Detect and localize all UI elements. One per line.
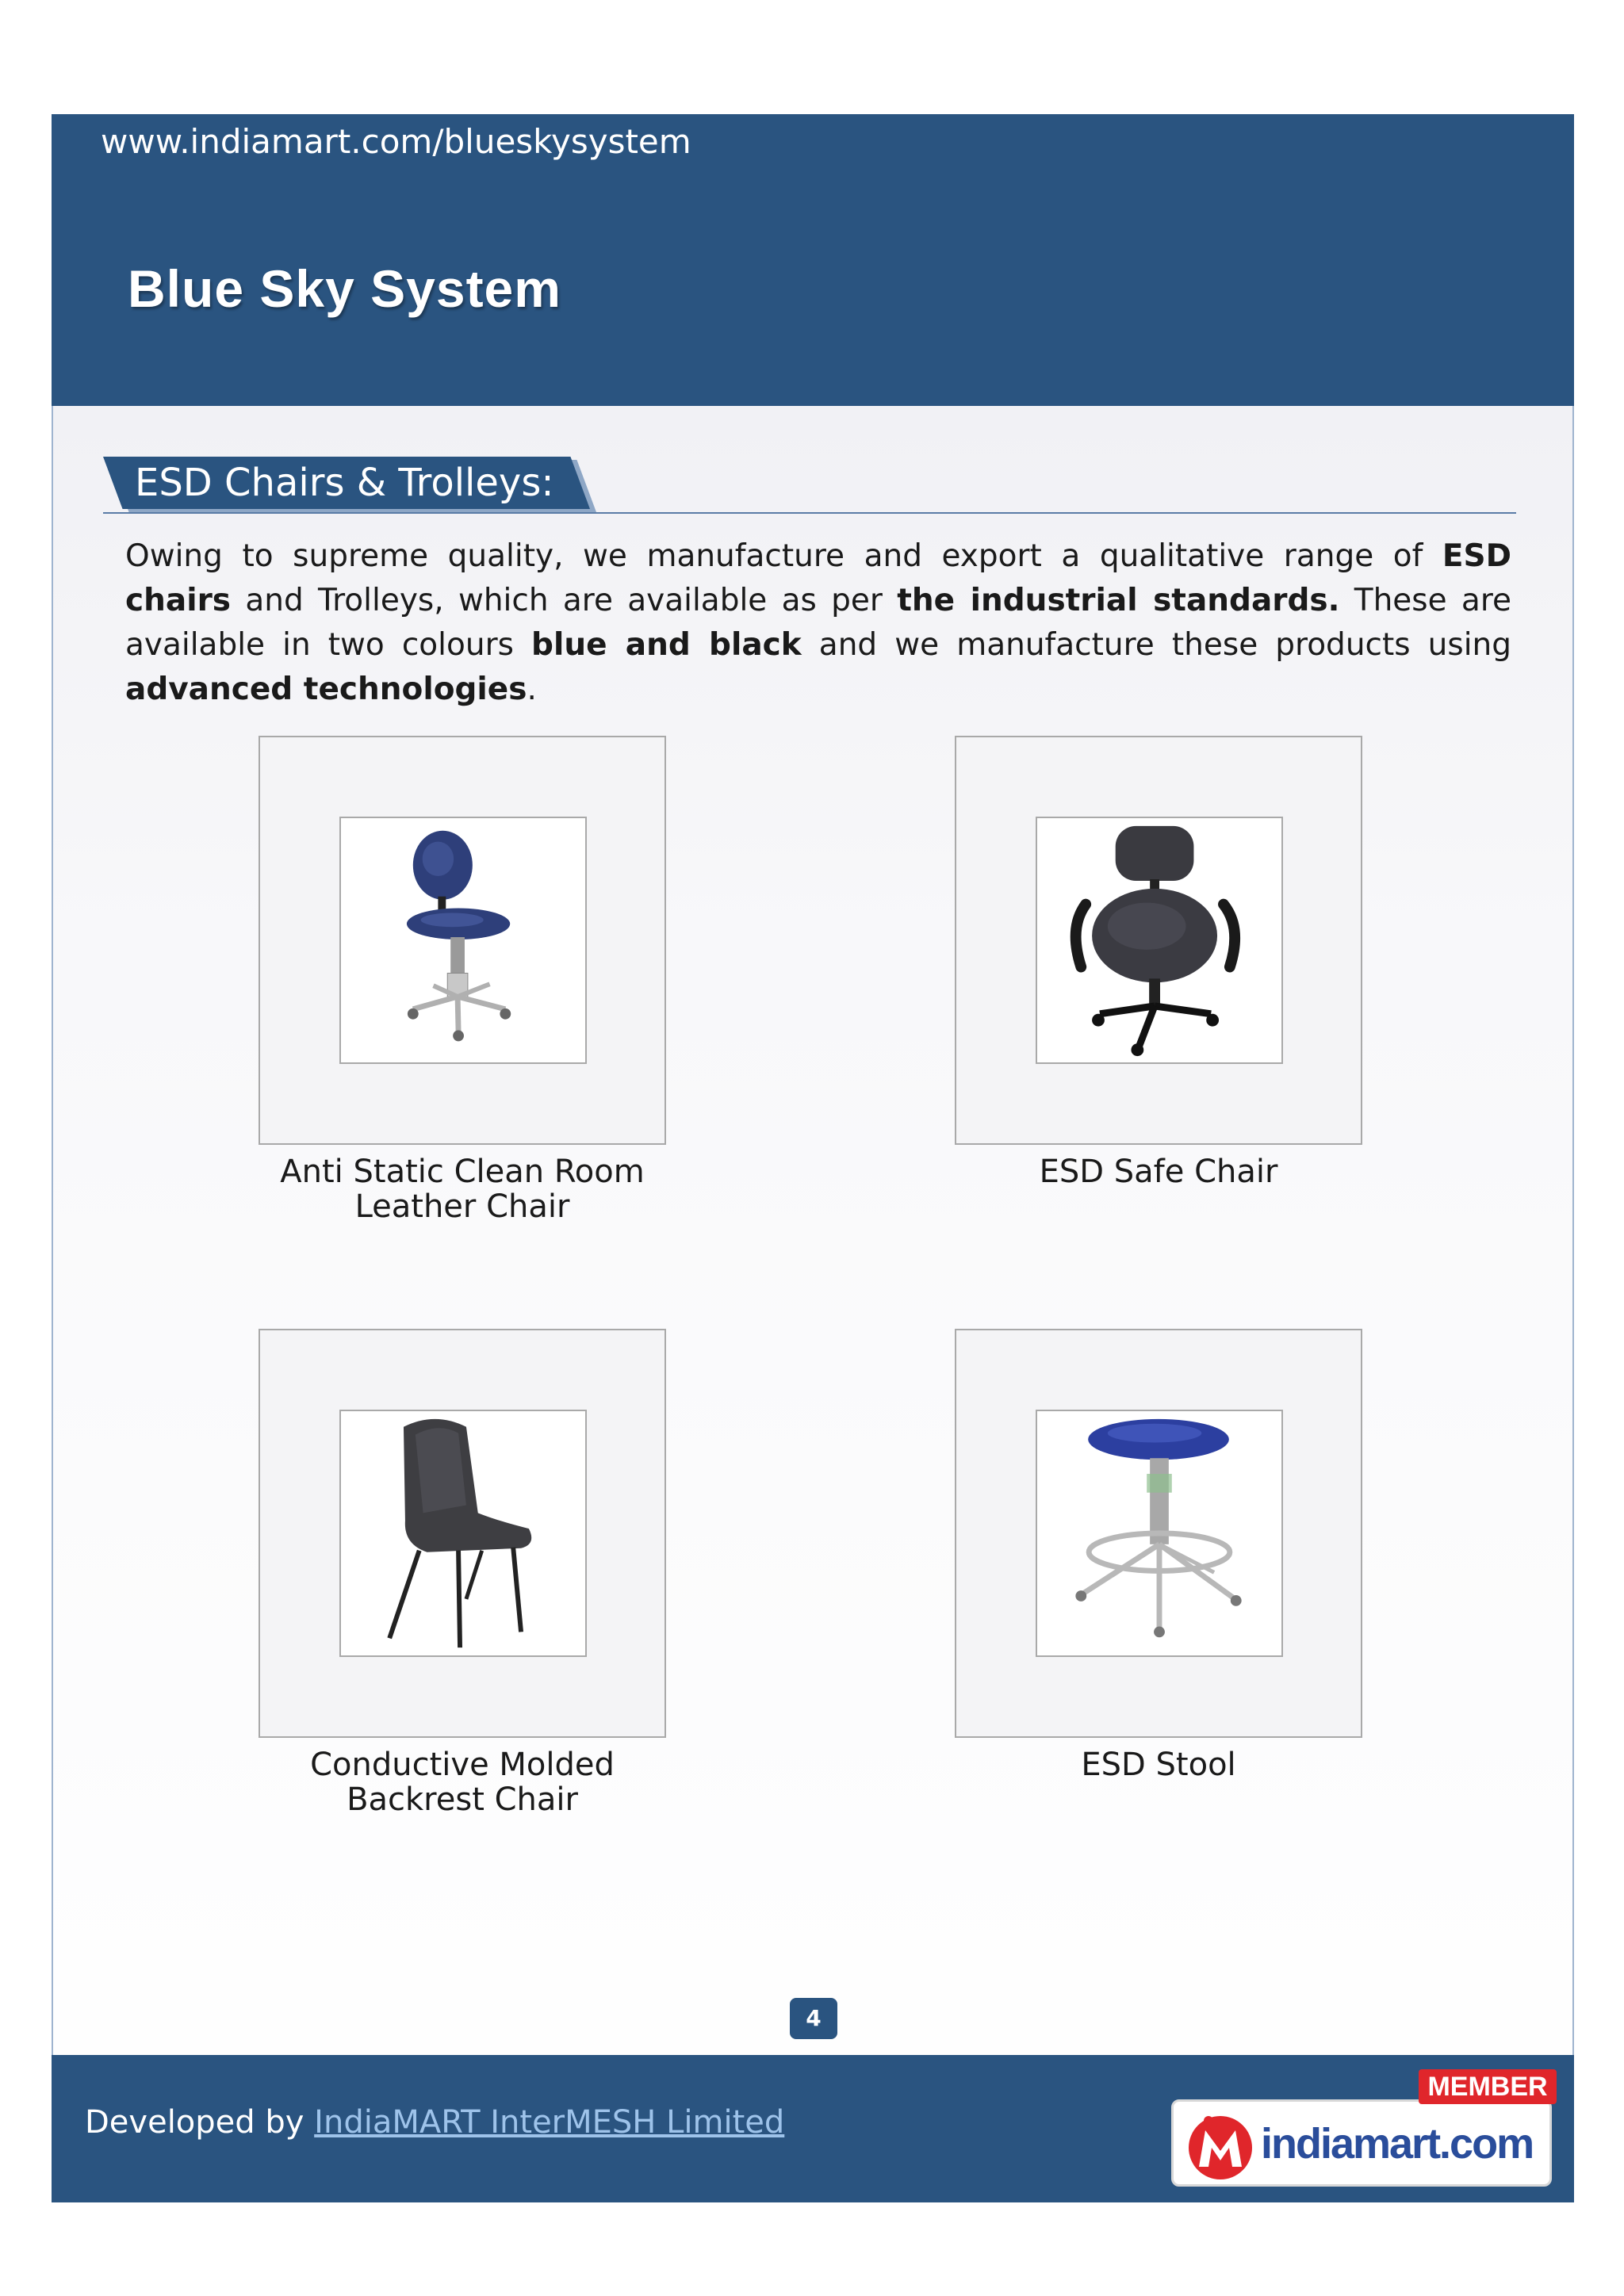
- office-chair-icon: [341, 818, 585, 1062]
- product-photo[interactable]: [339, 1410, 587, 1657]
- product-photo[interactable]: [1036, 817, 1283, 1064]
- armchair-icon: [1037, 818, 1281, 1062]
- member-label: MEMBER: [1419, 2069, 1557, 2104]
- section-rule: [103, 512, 1516, 514]
- header-banner: [52, 114, 1574, 406]
- website-url[interactable]: www.indiamart.com/blueskysystem: [101, 122, 691, 161]
- stool-icon: [1037, 1411, 1281, 1655]
- intro-paragraph: Owing to supreme quality, we manufacture and export a qualitative range of ESD chairs and Trolleys, which are available as per the industrial standards. These are available in two colours blue and black and we manufacture these products using advanced technologies.: [125, 538, 1512, 707]
- section-title: ESD Chairs & Trolleys:: [135, 461, 554, 505]
- company-name: Blue Sky System: [128, 259, 561, 318]
- product-card-esd-safe-chair[interactable]: [955, 736, 1362, 1145]
- footer-bar: [52, 2055, 1574, 2202]
- developer-credit: Developed by IndiaMART InterMESH Limited: [85, 2104, 785, 2141]
- section-heading: [103, 453, 1516, 514]
- product-card-molded-backrest-chair[interactable]: [259, 1329, 666, 1738]
- product-caption: ESD Stool: [1081, 1747, 1236, 1783]
- product-caption: Anti Static Clean Room Leather Chair: [280, 1154, 645, 1225]
- product-photo[interactable]: [339, 817, 587, 1064]
- badge-logo-text: indiamart.com: [1261, 2120, 1534, 2168]
- badge-box: [1171, 2099, 1552, 2187]
- product-card-clean-room-chair[interactable]: [259, 736, 666, 1145]
- page-number: 4: [790, 1998, 837, 2039]
- product-photo[interactable]: [1036, 1410, 1283, 1657]
- product-caption: ESD Safe Chair: [1039, 1154, 1278, 1190]
- developer-link[interactable]: IndiaMART InterMESH Limited: [314, 2104, 785, 2141]
- indiamart-member-badge[interactable]: [1171, 2069, 1560, 2188]
- product-caption: Conductive Molded Backrest Chair: [310, 1747, 615, 1818]
- molded-chair-icon: [341, 1411, 585, 1655]
- indiamart-logo-icon: [1185, 2110, 1256, 2181]
- product-card-esd-stool[interactable]: [955, 1329, 1362, 1738]
